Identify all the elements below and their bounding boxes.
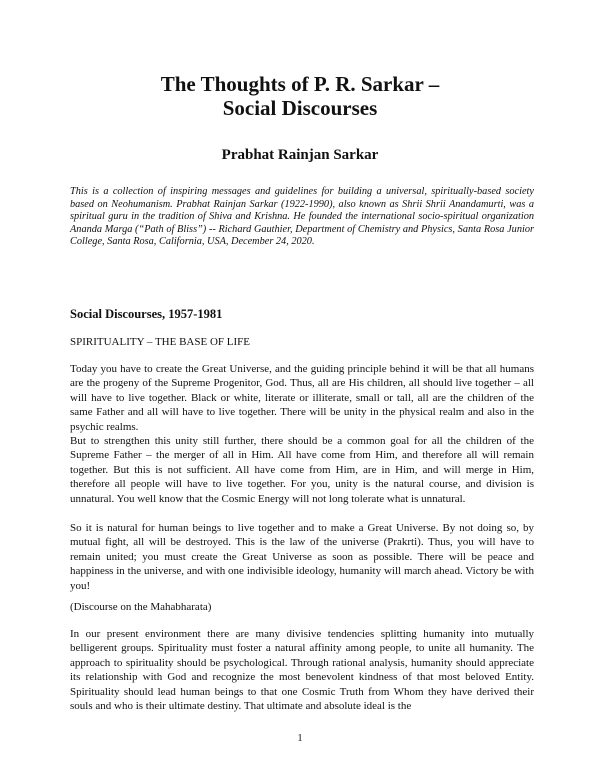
subheading: SPIRITUALITY – THE BASE OF LIFE: [70, 336, 250, 348]
title-line-2: Social Discourses: [222, 96, 378, 120]
author-name: Prabhat Rainjan Sarkar: [221, 147, 379, 163]
section-heading: Social Discourses, 1957-1981: [70, 307, 223, 321]
paragraph-1: Today you have to create the Great Universe, and the guiding principle behind it will be that all humans are the progeny of the Supreme Progenitor, God. Thus, all are His children, all should live together – all will have to live together. Black or white, literate or illiterate, small or tall, all are the children of the same Father and all will have to live together. There will be unity in the physical realm and also in the psychic realms.: [70, 363, 534, 433]
paragraph-3: So it is natural for human beings to live together and to make a Great Universe. By not doing so, by mutual fight, all will be destroyed. This is the law of the universe (Prakrti). Thus, you will have to remain united; you must create the Great Universe as soon as possible. There will be peace and happiness in the universe, and with one indivisible ideology, humanity will march ahead. Victory be with you!: [70, 522, 534, 592]
source-citation: (Discourse on the Mahabharata): [70, 601, 212, 613]
paragraph-2: But to strengthen this unity still further, there should be a common goal for all the children of the Supreme Father – the merger of all in Him. All have come from Him, and therefore all will remain together. But this is not sufficient. All have come from Him, are in Him, and will merge in Him, therefore all people will have to live together. For you, unity is the natural course, and division is unnatural. You well know that the Cosmic Energy will not long tolerate what is unnatural.: [70, 435, 534, 505]
document-title: [0, 72, 600, 120]
abstract-text: This is a collection of inspiring messages and guidelines for building a universal, spiritually-based society based on Neohumanism. Prabhat Rainjan Sarkar (1922-1990), also known as Shrii Shrii Anandamurti, was a spiritual guru in the tradition of Shiva and Krishna. He founded the international socio-spiritual organization Ananda Marga (“Path of Bliss”) -- Richard Gauthier, Department of Chemistry and Physics, Santa Rosa Junior College, Santa Rosa, California, USA, December 24, 2020.: [70, 186, 534, 248]
page-number: 1: [297, 733, 303, 744]
paragraph-5: In our present environment there are many divisive tendencies splitting humanity into mutually belligerent groups. Spirituality must foster a natural affinity among people, to unite all humanity. The approach to spirituality should be psychological. Through rational analysis, humanity should appreciate its relationship with God and recognize the most benevolent kindness of that most beloved Entity. Spirituality should lead human beings to that one Cosmic Truth from Whom they have derived their souls and who is their ultimate destiny. That ultimate and absolute ideal is the: [70, 628, 534, 713]
title-line-1: The Thoughts of P. R. Sarkar –: [160, 72, 440, 96]
